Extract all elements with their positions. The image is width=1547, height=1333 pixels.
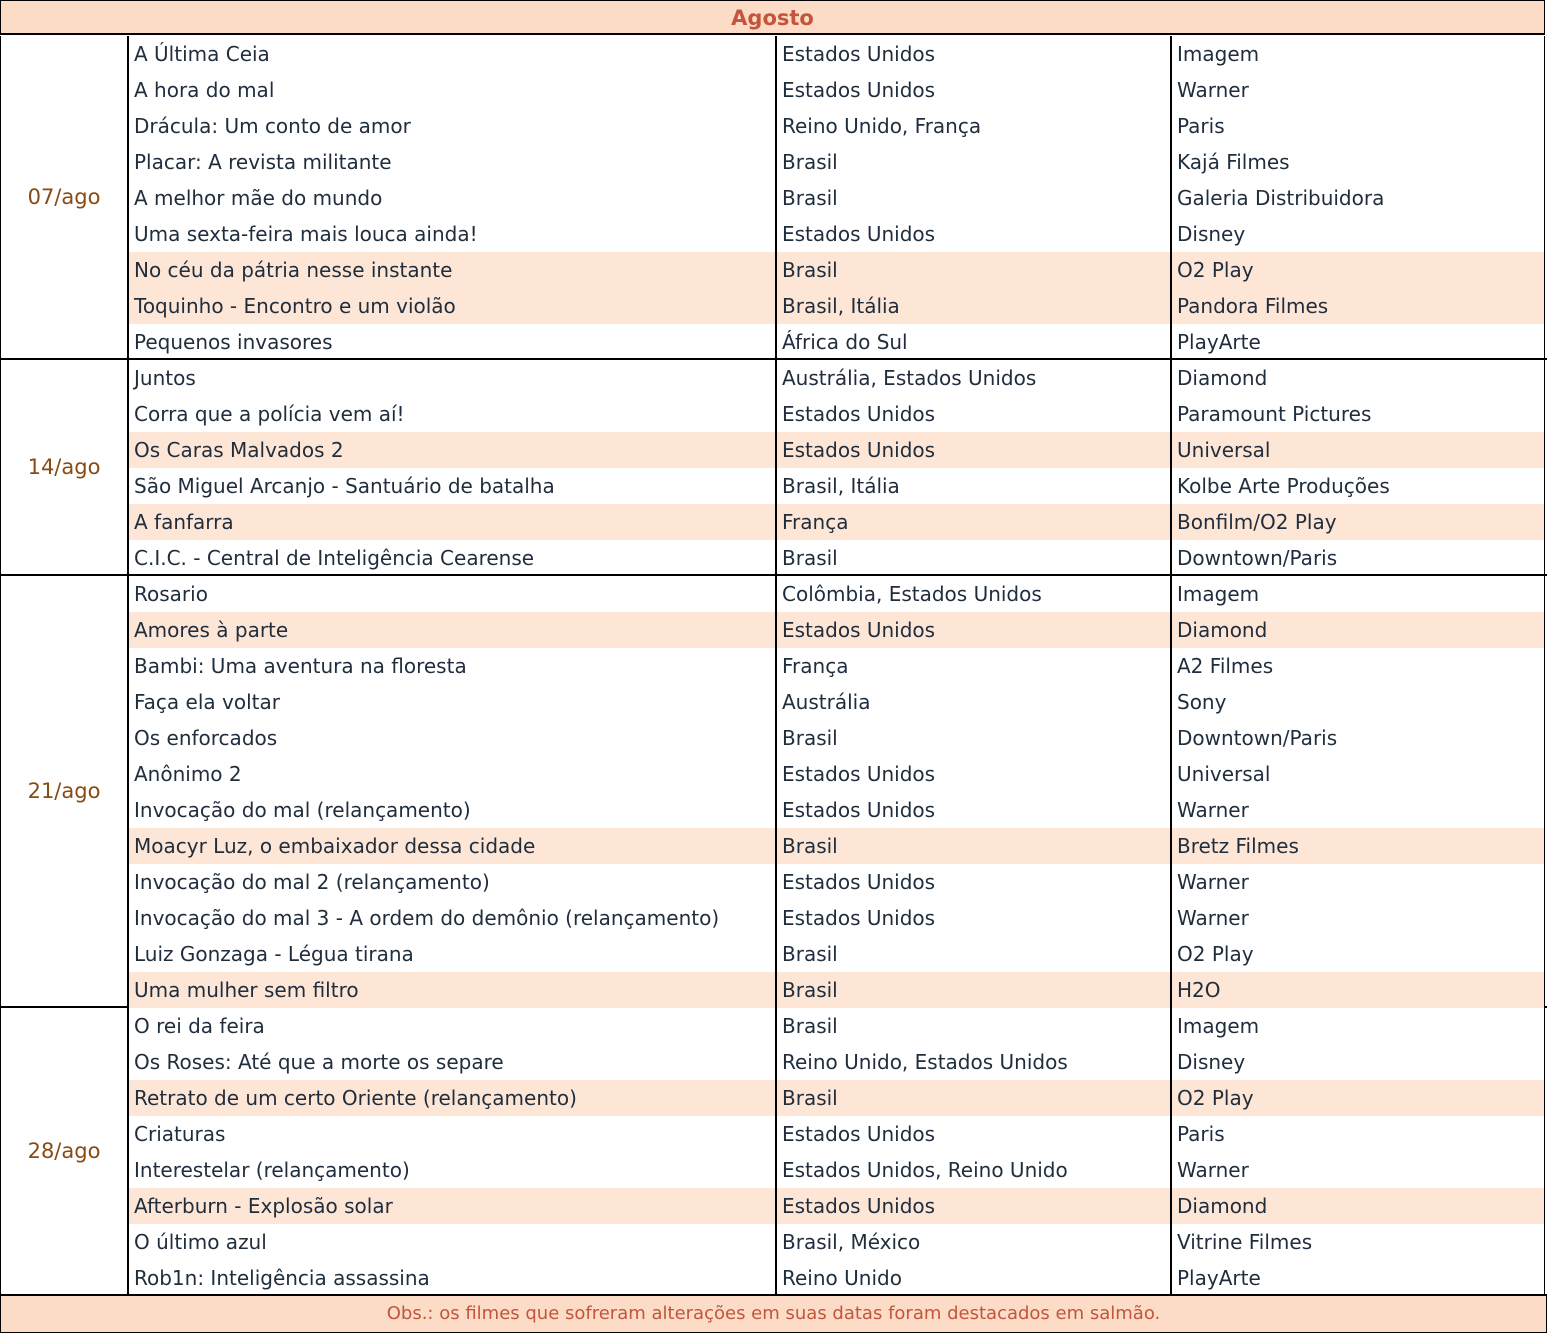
movie-country: Brasil bbox=[775, 144, 1170, 180]
table-row bbox=[127, 756, 1545, 792]
movie-title: Anônimo 2 bbox=[127, 756, 775, 792]
movie-distributor: Imagem bbox=[1170, 576, 1545, 612]
movie-title: Juntos bbox=[127, 360, 775, 396]
movie-title: A fanfarra bbox=[127, 504, 775, 540]
movie-title: Os Roses: Até que a morte os separe bbox=[127, 1044, 775, 1080]
release-date: 07/ago bbox=[0, 36, 127, 358]
movie-title: Placar: A revista militante bbox=[127, 144, 775, 180]
movie-country: África do Sul bbox=[775, 324, 1170, 360]
table-row bbox=[127, 684, 1545, 720]
table-row bbox=[127, 648, 1545, 684]
movie-distributor: Vitrine Filmes bbox=[1170, 1224, 1545, 1260]
movie-title: São Miguel Arcanjo - Santuário de batalha bbox=[127, 468, 775, 504]
movie-title: Interestelar (relançamento) bbox=[127, 1152, 775, 1188]
movie-country: Estados Unidos, Reino Unido bbox=[775, 1152, 1170, 1188]
movie-distributor: PlayArte bbox=[1170, 324, 1545, 360]
table-row bbox=[127, 180, 1545, 216]
release-date: 14/ago bbox=[0, 360, 127, 574]
movie-distributor: Disney bbox=[1170, 1044, 1545, 1080]
date-group bbox=[0, 360, 1547, 576]
movie-distributor: Bretz Filmes bbox=[1170, 828, 1545, 864]
movie-title: Invocação do mal (relançamento) bbox=[127, 792, 775, 828]
movie-title: Afterburn - Explosão solar bbox=[127, 1188, 775, 1224]
table-row bbox=[127, 792, 1545, 828]
movie-title: O último azul bbox=[127, 1224, 775, 1260]
movie-title: Drácula: Um conto de amor bbox=[127, 108, 775, 144]
movie-title: Luiz Gonzaga - Légua tirana bbox=[127, 936, 775, 972]
movie-country: Estados Unidos bbox=[775, 1188, 1170, 1224]
table-row bbox=[127, 828, 1545, 864]
table-row bbox=[127, 972, 1545, 1008]
movie-distributor: Warner bbox=[1170, 900, 1545, 936]
table-row bbox=[127, 144, 1545, 180]
table-row bbox=[127, 900, 1545, 936]
table-row bbox=[127, 1260, 1545, 1296]
movie-country: Brasil bbox=[775, 540, 1170, 576]
movie-country: Brasil bbox=[775, 828, 1170, 864]
date-group bbox=[0, 36, 1547, 360]
movie-title: A melhor mãe do mundo bbox=[127, 180, 775, 216]
movie-title: Criaturas bbox=[127, 1116, 775, 1152]
movie-country: Brasil bbox=[775, 972, 1170, 1008]
movie-country: Reino Unido bbox=[775, 1260, 1170, 1296]
movie-title: A hora do mal bbox=[127, 72, 775, 108]
movie-distributor: Galeria Distribuidora bbox=[1170, 180, 1545, 216]
movie-distributor: Sony bbox=[1170, 684, 1545, 720]
movie-country: Estados Unidos bbox=[775, 756, 1170, 792]
movie-distributor: Paris bbox=[1170, 1116, 1545, 1152]
movie-country: Brasil bbox=[775, 1008, 1170, 1044]
date-group bbox=[0, 576, 1547, 1008]
movie-distributor: Diamond bbox=[1170, 1188, 1545, 1224]
movie-distributor: H2O bbox=[1170, 972, 1545, 1008]
movie-country: Brasil bbox=[775, 252, 1170, 288]
movie-title: A Última Ceia bbox=[127, 36, 775, 72]
movie-distributor: Paris bbox=[1170, 108, 1545, 144]
table-row bbox=[127, 540, 1545, 576]
movie-country: Brasil, Itália bbox=[775, 468, 1170, 504]
movie-distributor: Warner bbox=[1170, 792, 1545, 828]
table-row bbox=[127, 216, 1545, 252]
movie-country: Estados Unidos bbox=[775, 72, 1170, 108]
movie-distributor: Universal bbox=[1170, 432, 1545, 468]
table-row bbox=[127, 864, 1545, 900]
movie-distributor: Kajá Filmes bbox=[1170, 144, 1545, 180]
movie-distributor: Disney bbox=[1170, 216, 1545, 252]
table-row bbox=[127, 1152, 1545, 1188]
movie-country: Colômbia, Estados Unidos bbox=[775, 576, 1170, 612]
table-row bbox=[127, 324, 1545, 360]
movie-title: Corra que a polícia vem aí! bbox=[127, 396, 775, 432]
table-row bbox=[127, 360, 1545, 396]
movie-distributor: Universal bbox=[1170, 756, 1545, 792]
movie-country: Estados Unidos bbox=[775, 432, 1170, 468]
movie-title: Pequenos invasores bbox=[127, 324, 775, 360]
movie-title: Uma mulher sem filtro bbox=[127, 972, 775, 1008]
month-header: Agosto bbox=[0, 0, 1545, 35]
movie-country: Estados Unidos bbox=[775, 900, 1170, 936]
table-row bbox=[127, 108, 1545, 144]
movie-distributor: O2 Play bbox=[1170, 252, 1545, 288]
movie-country: Brasil, Itália bbox=[775, 288, 1170, 324]
movie-country: Brasil bbox=[775, 720, 1170, 756]
footnote: Obs.: os filmes que sofreram alterações em suas datas foram destacados em salmão. bbox=[0, 1296, 1547, 1333]
table-row bbox=[127, 1116, 1545, 1152]
table-row bbox=[127, 504, 1545, 540]
movie-country: Reino Unido, Estados Unidos bbox=[775, 1044, 1170, 1080]
table-row bbox=[127, 288, 1545, 324]
table-row bbox=[127, 1188, 1545, 1224]
movie-distributor: Kolbe Arte Produções bbox=[1170, 468, 1545, 504]
table-row bbox=[127, 936, 1545, 972]
movie-country: Reino Unido, França bbox=[775, 108, 1170, 144]
movie-title: Retrato de um certo Oriente (relançamento) bbox=[127, 1080, 775, 1116]
movie-title: Bambi: Uma aventura na floresta bbox=[127, 648, 775, 684]
table-row bbox=[127, 468, 1545, 504]
table-row bbox=[127, 72, 1545, 108]
movie-distributor: Warner bbox=[1170, 72, 1545, 108]
movie-country: Austrália bbox=[775, 684, 1170, 720]
movie-title: Uma sexta-feira mais louca ainda! bbox=[127, 216, 775, 252]
movie-distributor: O2 Play bbox=[1170, 1080, 1545, 1116]
movie-title: Rob1n: Inteligência assassina bbox=[127, 1260, 775, 1296]
movie-distributor: Downtown/Paris bbox=[1170, 540, 1545, 576]
table-row bbox=[127, 396, 1545, 432]
movie-country: Brasil, México bbox=[775, 1224, 1170, 1260]
movie-distributor: Downtown/Paris bbox=[1170, 720, 1545, 756]
movie-distributor: PlayArte bbox=[1170, 1260, 1545, 1296]
movie-title: Moacyr Luz, o embaixador dessa cidade bbox=[127, 828, 775, 864]
table-row bbox=[127, 1224, 1545, 1260]
movie-distributor: A2 Filmes bbox=[1170, 648, 1545, 684]
movie-country: Brasil bbox=[775, 936, 1170, 972]
movie-title: No céu da pátria nesse instante bbox=[127, 252, 775, 288]
movie-distributor: Paramount Pictures bbox=[1170, 396, 1545, 432]
movie-distributor: Diamond bbox=[1170, 612, 1545, 648]
movie-country: Austrália, Estados Unidos bbox=[775, 360, 1170, 396]
movie-title: Amores à parte bbox=[127, 612, 775, 648]
movie-title: Invocação do mal 3 - A ordem do demônio (relançamento) bbox=[127, 900, 775, 936]
movie-distributor: O2 Play bbox=[1170, 936, 1545, 972]
movie-distributor: Warner bbox=[1170, 1152, 1545, 1188]
movie-country: Estados Unidos bbox=[775, 1116, 1170, 1152]
movie-country: Estados Unidos bbox=[775, 216, 1170, 252]
table-row bbox=[127, 432, 1545, 468]
movie-country: Brasil bbox=[775, 180, 1170, 216]
movie-title: C.I.C. - Central de Inteligência Cearense bbox=[127, 540, 775, 576]
movie-title: Toquinho - Encontro e um violão bbox=[127, 288, 775, 324]
movie-distributor: Bonfilm/O2 Play bbox=[1170, 504, 1545, 540]
movie-country: Estados Unidos bbox=[775, 864, 1170, 900]
release-date: 28/ago bbox=[0, 1008, 127, 1294]
movie-country: França bbox=[775, 504, 1170, 540]
movie-distributor: Pandora Filmes bbox=[1170, 288, 1545, 324]
movie-distributor: Imagem bbox=[1170, 36, 1545, 72]
movie-country: Estados Unidos bbox=[775, 36, 1170, 72]
movie-title: Os Caras Malvados 2 bbox=[127, 432, 775, 468]
movie-title: O rei da feira bbox=[127, 1008, 775, 1044]
movie-country: Estados Unidos bbox=[775, 792, 1170, 828]
table-row bbox=[127, 612, 1545, 648]
movie-title: Rosario bbox=[127, 576, 775, 612]
release-date: 21/ago bbox=[0, 576, 127, 1006]
table-row bbox=[127, 1044, 1545, 1080]
table-row bbox=[127, 36, 1545, 72]
date-group bbox=[0, 1008, 1547, 1296]
table-row bbox=[127, 1080, 1545, 1116]
movie-country: Estados Unidos bbox=[775, 396, 1170, 432]
movie-country: França bbox=[775, 648, 1170, 684]
movie-country: Brasil bbox=[775, 1080, 1170, 1116]
movie-country: Estados Unidos bbox=[775, 612, 1170, 648]
movie-distributor: Diamond bbox=[1170, 360, 1545, 396]
table-row bbox=[127, 1008, 1545, 1044]
table-row bbox=[127, 576, 1545, 612]
table-row bbox=[127, 720, 1545, 756]
movie-title: Invocação do mal 2 (relançamento) bbox=[127, 864, 775, 900]
movie-title: Faça ela voltar bbox=[127, 684, 775, 720]
movie-distributor: Imagem bbox=[1170, 1008, 1545, 1044]
movie-title: Os enforcados bbox=[127, 720, 775, 756]
movie-distributor: Warner bbox=[1170, 864, 1545, 900]
table-row bbox=[127, 252, 1545, 288]
